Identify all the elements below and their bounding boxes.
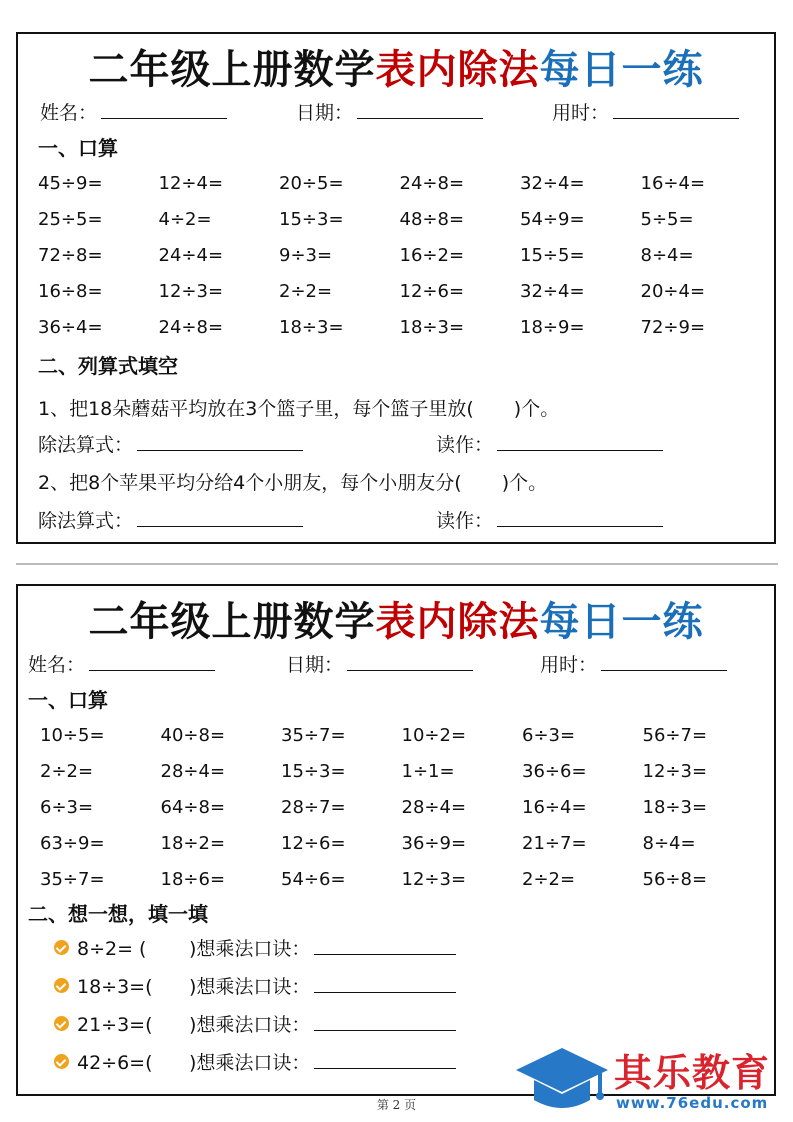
name-label: 姓名： (40, 102, 98, 124)
name-field[interactable] (89, 652, 215, 671)
math-problem[interactable]: 6÷3= (40, 797, 94, 818)
math-problem[interactable]: 6÷3= (522, 725, 576, 746)
math-problem[interactable]: 15÷5= (520, 245, 585, 266)
math-problem[interactable]: 12÷3= (158, 281, 224, 302)
graduation-cap-icon (512, 1040, 612, 1116)
page-number: 第 2 页 (376, 1098, 417, 1112)
math-problem[interactable]: 4÷2= (158, 209, 212, 230)
think-expr: 21÷3=( (77, 1014, 153, 1036)
question-2-read-row (436, 506, 663, 533)
think-item (54, 1048, 456, 1078)
math-problem[interactable]: 36÷9= (401, 833, 467, 854)
math-problem[interactable]: 20÷4= (640, 281, 706, 302)
think-item (54, 1010, 456, 1040)
math-problem[interactable]: 12÷6= (281, 833, 346, 854)
math-problem[interactable]: 8÷4= (642, 833, 696, 854)
math-problem[interactable]: 21÷7= (522, 833, 587, 854)
worksheet-title (18, 38, 774, 95)
math-problem[interactable]: 12÷3= (401, 869, 467, 890)
math-problem[interactable]: 24÷4= (158, 245, 224, 266)
multiplication-rhyme-field[interactable] (314, 1050, 456, 1069)
problem-grid (38, 166, 761, 346)
math-problem[interactable]: 35÷7= (40, 869, 105, 890)
math-problem[interactable]: 2÷2= (40, 761, 94, 782)
title-part-topic: 表内除法 (375, 599, 540, 645)
math-problem[interactable]: 32÷4= (520, 281, 585, 302)
brand-name: 其乐教育 (614, 1051, 771, 1095)
question-2-tail: )个。 (501, 472, 548, 494)
math-problem[interactable]: 28÷4= (160, 761, 226, 782)
brand-url: www.76edu.com (616, 1094, 769, 1112)
think-item (54, 934, 456, 964)
question-1-tail: )个。 (513, 398, 560, 420)
math-problem[interactable]: 45÷9= (38, 173, 103, 194)
math-problem[interactable]: 5÷5= (640, 209, 694, 230)
math-problem[interactable]: 63÷9= (40, 833, 105, 854)
math-problem[interactable]: 2÷2= (522, 869, 576, 890)
math-problem[interactable]: 40÷8= (160, 725, 226, 746)
time-label: 用时： (552, 102, 610, 124)
name-label: 姓名： (28, 654, 86, 676)
think-item (54, 972, 456, 1002)
formula-label: 除法算式： (38, 434, 134, 456)
question-2 (38, 468, 547, 495)
read-field[interactable] (497, 432, 663, 451)
question-1-read-row (436, 430, 663, 457)
math-problem[interactable]: 2÷2= (279, 281, 333, 302)
title-part-daily: 每日一练 (539, 599, 704, 645)
time-label: 用时： (540, 654, 598, 676)
math-problem[interactable]: 10÷5= (40, 725, 105, 746)
read-field[interactable] (497, 508, 663, 527)
question-1 (38, 394, 559, 421)
math-problem[interactable]: 54÷9= (520, 209, 585, 230)
math-problem[interactable]: 24÷8= (158, 317, 224, 338)
read-label: 读作： (436, 510, 494, 532)
info-row (18, 98, 774, 124)
formula-field[interactable] (137, 508, 303, 527)
question-1-formula-row (38, 430, 303, 457)
math-problem[interactable]: 36÷6= (522, 761, 587, 782)
think-tail: )想乘法口诀： (189, 1014, 311, 1036)
read-label: 读作： (436, 434, 494, 456)
think-expr: 18÷3=( (77, 976, 153, 998)
math-problem[interactable]: 35÷7= (281, 725, 346, 746)
math-problem[interactable]: 18÷3= (279, 317, 344, 338)
worksheet-1 (16, 32, 776, 544)
math-problem[interactable]: 16÷2= (399, 245, 465, 266)
math-problem[interactable]: 56÷7= (642, 725, 708, 746)
math-problem[interactable]: 12÷4= (158, 173, 224, 194)
date-label: 日期： (296, 102, 354, 124)
name-field[interactable] (101, 100, 227, 119)
section-think-fill: 二、想一想，填一填 (28, 902, 208, 926)
math-problem[interactable]: 8÷4= (640, 245, 694, 266)
title-part-daily: 每日一练 (539, 47, 704, 93)
math-problem[interactable]: 28÷7= (281, 797, 346, 818)
worksheet-title (18, 590, 774, 647)
think-tail: )想乘法口诀： (189, 1052, 311, 1074)
math-problem[interactable]: 16÷4= (640, 173, 706, 194)
multiplication-rhyme-field[interactable] (314, 936, 456, 955)
math-problem[interactable]: 48÷8= (399, 209, 465, 230)
math-problem[interactable]: 1÷1= (401, 761, 455, 782)
math-problem[interactable]: 32÷4= (520, 173, 585, 194)
question-2-text: 2、把8个苹果平均分给4个小朋友，每个小朋友分( (38, 472, 462, 494)
math-problem[interactable]: 15÷3= (281, 761, 346, 782)
math-problem[interactable]: 9÷3= (279, 245, 333, 266)
question-2-formula-row (38, 506, 303, 533)
math-problem[interactable]: 15÷3= (279, 209, 344, 230)
math-problem[interactable]: 25÷5= (38, 209, 103, 230)
math-problem[interactable]: 18÷6= (160, 869, 226, 890)
check-badge-icon (54, 1016, 69, 1031)
math-problem[interactable]: 18÷3= (399, 317, 465, 338)
section-fill-formula: 二、列算式填空 (38, 354, 178, 378)
time-field[interactable] (601, 652, 727, 671)
math-problem[interactable]: 64÷8= (160, 797, 226, 818)
date-field[interactable] (347, 652, 473, 671)
math-problem[interactable]: 18÷9= (520, 317, 585, 338)
check-badge-icon (54, 1054, 69, 1069)
brand-logo (512, 1040, 788, 1120)
problem-grid (40, 718, 763, 898)
math-problem[interactable]: 72÷8= (38, 245, 103, 266)
info-row (18, 650, 774, 676)
math-problem[interactable]: 54÷6= (281, 869, 346, 890)
section-mental-math: 一、口算 (28, 688, 108, 712)
think-expr: 8÷2= ( (77, 938, 147, 960)
math-problem[interactable]: 12÷6= (399, 281, 465, 302)
math-problem[interactable]: 10÷2= (401, 725, 467, 746)
math-problem[interactable]: 20÷5= (279, 173, 344, 194)
section-mental-math: 一、口算 (38, 136, 118, 160)
math-problem[interactable]: 36÷4= (38, 317, 103, 338)
formula-field[interactable] (137, 432, 303, 451)
math-problem[interactable]: 18÷3= (642, 797, 708, 818)
math-problem[interactable]: 24÷8= (399, 173, 465, 194)
math-problem[interactable]: 56÷8= (642, 869, 708, 890)
think-tail: )想乘法口诀： (189, 938, 311, 960)
check-badge-icon (54, 940, 69, 955)
math-problem[interactable]: 16÷8= (38, 281, 103, 302)
page-divider (16, 563, 778, 565)
formula-label: 除法算式： (38, 510, 134, 532)
math-problem[interactable]: 72÷9= (640, 317, 706, 338)
multiplication-rhyme-field[interactable] (314, 1012, 456, 1031)
math-problem[interactable]: 16÷4= (522, 797, 587, 818)
math-problem[interactable]: 12÷3= (642, 761, 708, 782)
think-tail: )想乘法口诀： (189, 976, 311, 998)
check-badge-icon (54, 978, 69, 993)
question-1-text: 1、把18朵蘑菇平均放在3个篮子里，每个篮子里放( (38, 398, 474, 420)
title-part-grade: 二年级上册数学 (88, 599, 376, 645)
date-label: 日期： (286, 654, 344, 676)
multiplication-rhyme-field[interactable] (314, 974, 456, 993)
math-problem[interactable]: 18÷2= (160, 833, 226, 854)
date-field[interactable] (357, 100, 483, 119)
worksheet-2 (16, 584, 776, 1096)
title-part-grade: 二年级上册数学 (88, 47, 376, 93)
think-expr: 42÷6=( (77, 1052, 153, 1074)
math-problem[interactable]: 28÷4= (401, 797, 467, 818)
time-field[interactable] (613, 100, 739, 119)
title-part-topic: 表内除法 (375, 47, 540, 93)
